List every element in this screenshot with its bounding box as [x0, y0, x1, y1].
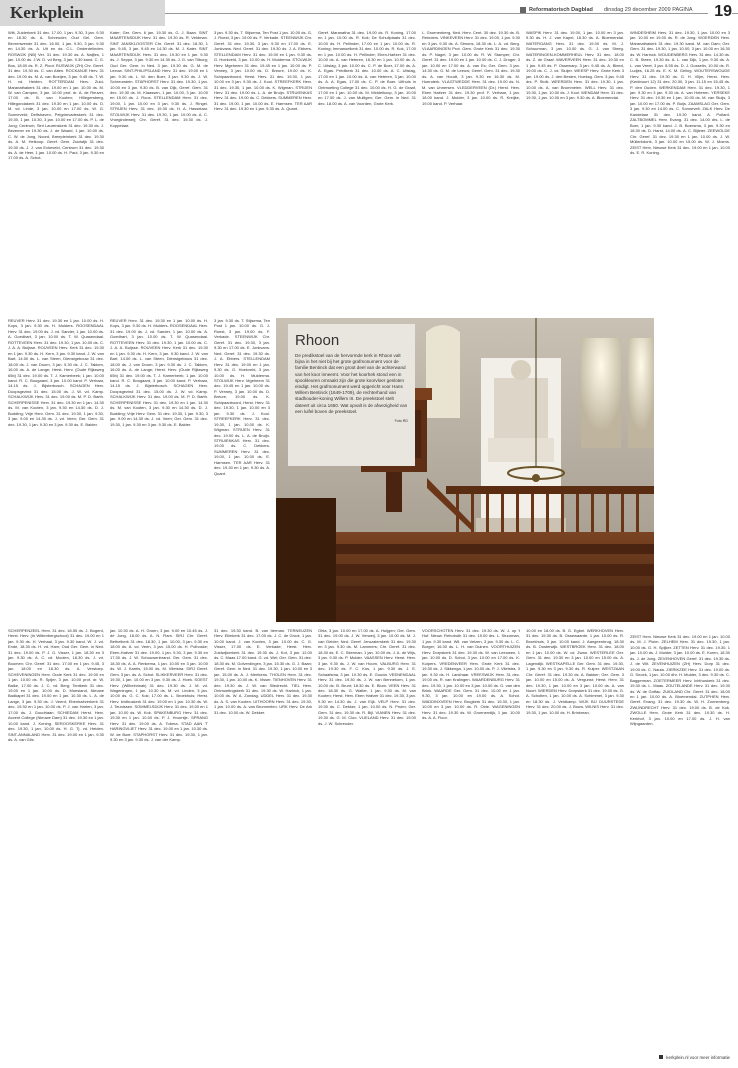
feature-title: Rhoon: [295, 332, 340, 349]
article-column-mid-left-2: REUVER Herv. 31 dec. 19.30 en 1 jan. 10.00 ds. H. Kops, 3 jan. 9.30 ds. H. Mulders. ROOSENDAAL Herv. 31 dec. 19.00 ds. J. vd. Sander, 1 jan. 10.00 ds. A. Goedhart, 3 jan. 10.00 ds. T. W. Quasendaal. ROTTEVEEN Herv. 31 dec. 19.30, 1 jan. 10.00 ds. C. J. A. A. Buijsse. ROUVEEN Herv. Kerk 31 dec. 19.30 en 1 jan. 9.30 ds. H. Kern, 3 jan. 9.30 kand. J. W. van Bart, 14.00 ds. L. van Steen, Dienstgebouw 31 dec. 18.00 ds. J. van Doorn, 3 jan. 9.30 ds. J. C. Takken, 16.00 ds. A. de Lange; Herst. Herv. (Oude Rijksweg 65b) 31 dec. 19.00 ds. T. J. Kamerbeek; 1 jan. 10.00 kand. R. C. Boogaard, 3 jan. 10.00 kand. P. Verhaar, 14.15 ds. J. Bijsterbosch. SCHAGEN Herv. Doopsgezind 31 dec. 15.00 ds. J. W. vd. Kamp. SCHALKWIJK Herv. 31 dec. 19.00 ds. M. P. D. Barth. SCHERPENISSE Herv. 31 dec. 19.30 en 1 jan. 14.30 ds. M. van Kooten, 3 jan. 9.30 en 14.30 ds. D. J. Budding; Vrije Herv. Gem. 31 dec. 19.30, 1 jan. 9.30, 3 jan. 9.00 en 14.30 ds. J. vd. Veen; Ger. Gem. 31 dec. 19.30, 1 jan. 9.30 en 3 jan. 9.30 ds. E. Balder.: [110, 318, 208, 427]
article-column-2: Kater; Ger. Gem. 6 jan. 19.30 ds. G. J. Baan. SINT MAARTENSDIJK Herv. 31 dec. 19.30 ds. R. Veldman. SINT JANSKLOOSTER Chr. Geref. 31 dec. 18.30, 1 jan. 9.45, 3 jan. 9.45 en 14.30 ds. M. J. Kater. SINT MAARTENSDIJK Herv. 31 dec. 19.30 en 1 jan. 9.30 ds. J. Seppe, 3 jan. 9.30 en 14.30 ds. J. G. van Tilburg; Oud Ger. Gem. in Ned. 3 jan. 19.30 ds. G. M. de Leeuw. SINT-PHILIPSLAND Herv. 31 dec. 19.00 en 1 jan. 9.30 ds. L. W. den Boer, 3 jan. 9.30 ds. J. W. Schreurstein. STAPHORST Herv. 31 dec. 19.30, 1 jan. 10.00 en 3 jan. 9.30 ds. B. van Dijk, Geref. Gem. 31 dec. 19.30 ds. M. Klaassen, 1 jan. 10.00, 3 jan. 10.00 en 15.00 ds. J. Roos. STELLENDAM Herv. 31 dec. 19.00, 1 jan. 10.00 en 3 jan. 9.30 ds. J. Ringel. STRIJEN Herv. 31 dec. 19.30 ds. H. A. Hasselaar. STOLWIJK Herv. 31 dec. 19.30, 1 jan. 10.00 ds. A. C. Vroegindeweij; Chr. Geref. 31 dec. 19.30 ds. J. Koppelaar.: [110, 30, 208, 128]
article-column-3: 3 jan. 9.30 ds. T. Stijsema, Ten Post 1 jan. 10.00 ds. G. J. Roest, 3 jan. 19.00 ds. F. Verkade. STEENWIJK Chr. Geref. 31 dec. 19.30, 3 jan. 9.30 en 17.00 ds. E. Jonkvans. Ned. Geref. 31 dec. 19.30 ds. J. A. Ebbers. STELLENDAM Herv. 31 dec. 19.00 en 1 jan. 9.30 ds. G. Hoekveld, 3 jan. 10.00 ds. H. Mulderma. STOLWIJK Herv. Mgeheem 31 dec. 19.45 en 1 jan. 10.00 ds. P. Verwey, 3 jan. 10.00 ds. D. Breure, 19.00 ds. K. Schipaanboord, Herst. Herv. 31 dec. 19.30, 1 jan. 10.00 en 3 jan. 9.30 ds. J. Kool. STREEFKERK Herv. 31 dec. 19.30, 1 jan. 10.00 ds. K. Wigman. STRIJEN Herv. 31 dec. 19.00 ds. L. A. de Bruijn. STRUIENKAS Herv. 31 dec. 19.00 ds. C. Dekkers. SUMMEREN Herv. 31 dec. 19.00, 1 jan. 10.00 ds. E. Harmsen. TER AAR Herv. 31 dec. 19.30 en 1 jan. 9.30 ds. A. Quant.: [214, 30, 312, 112]
issue-date: dinsdag 29 december 2009 PAGINA: [604, 7, 693, 13]
newspaper-logo-icon: [520, 7, 526, 13]
article-column-1: Wiit, Zuiderkerk 31 dec. 17.00, 1 jan. 9.30, 3 jan. 9.30 en 18.30 ds. A. Schreuder; Oud Gel. Gem. Bevrenwende 31 dec. 16.00, 1 jan. 9.30, 3 jan. 9.30 en 14.30 ds. A. Uit en ds. C.L. Onderdelinden. ROSWIJK (NB) Ver. 31 dec. 19.30 ds. A. Naijtes, 1 jan. 10.00 ds. J.W. D. vd Berg, 3 jan. 9.30 kand. C. G. Bos, 18.00 ds. R. Z. Ploot. RIJSWIJK (ZH) Chr. Geref. 31 dec. 19.30 ds. C. van Atten. ROCKANJE Herv. 31 dec. 19.00 ds. M. A. van Boeijen, 3 jan. 9.45 ds. T. W. H. vd. Heiden. ROTTERDAM Herv. Zuid-Maranathakerk 31 dec. 19.00 en 1 jan. 10.00 ds. M. W. van Campen, 3 jan. 10.00 prof. dr. A. de Reuver, 17.00 ds. B. van Kooten; Hillegersberg, Hillegondakerk 31 dec. 19.30 en 1 jan. 10.00 ds. D. M. vd. Linde, 3 jan. 10.00 en 17.00 ds. W. G. Sonneveld; Delfshaven, Pelgrimvadeskerk 31 dec. 19.30, 1 jan. 10.30, 3 jan. 10.00 en 17.00 ds. P. L. de Jong; Centrum, Sint Laurenskerk 31 dec. 19.30 ds. J. Bezemer en 19.30 ds. J. de Waard, 1 jan. 10.00 ds. C. W. de Jong, Noord, Breepleinkerk 31 dec. 19.30 ds. A. M. Heikoop. Geref. Gem. Zuidwijk 31 dec. 19.30 ds. J. J. van Eckeveld, Centrum 31 dec. 19.30 ds. A. de Heer, 1 jan. 10.00 ds. H. Paul, 3 jan. 9.30 en 17.00 ds. A. Schot.: [8, 30, 104, 161]
header-rule: [165, 13, 738, 14]
section-banner: [0, 0, 165, 26]
page-number: 19: [708, 3, 732, 23]
article-column-7: WINDESHEIM Herv. 31 dec. 19.30, 1 jan. 10.00 en 3 jan. 10.00 en 19.00 ds. R. de Jong. WOERDEN Herv. Maranathakerk 31 dec. 19.30 kand. M. van Dam; Ger. Gem. 31 dec. 19.30, 1 jan. 10.00, 3 jan. 10.00 en 16.30 ds. W. Harinck. WOUDENBERG Herv. 31 dec. 14.30 ds. C. B. Steen, 19.30 ds. A. L. van Dijk, 1 jan. 9.30 ds. A. L. van Vreet, 3 jan. 8.55 ds. D. J. Gosselin, 10.00 ds. R. Ludjes, 16.25 ds. E. K. M. Geling. WOUTERSWOUDE Herv. 31 dec. 19.30 ds. G. H. Vlijm, Herst. Herv. (Kerkbuurt 12) 31 dec. 20.30, 3 jan. 11.15 en 15.45 ds. P. den Ouden. WERKENDAM Herv. 31 dec. 19.30, 1 jan. 9.30 en 3 jan. 9.30 ds. A. van Heteren. YERSEKE Herv. 31 dec. 19.30 en 1 jan. 10.00 ds. M. van Sluijs, 3 jan. 10.00 en 17.00 ds. P. Buijs. ZAAMSLAG Ger. Gem. 3 jan. 9.30 en 14.00 ds. C. Sonnevelt. ZALK Herv. De Kandelaar 31 dec. 19.30 kand. A. Pollard. ZALTBOMMEL Herv. Evang. 31 dec. 14.00 drs. L. de Boer, 1 jan. 9.30 kand. J. B. Boersma, 3 jan. 9.30 en 18.30 ds. D. Harst, 14.00 ds. A. C. Bijleier. ZEEWOLDE Chr. Geref. 31 dec. 19.30 en 1 jan. 10.00 ds. J. W. Müllerkdonk, 3 jan. 10.00 en 15.00 ds. W. J. Moens. ZEIST Herv. Nieuwe Kerk 31 dec. 19.00 en 1 jan. 10.00 ds. E. R. Koning.: [630, 30, 730, 155]
article-column-4: Geref. Maranatha 31 dec. 19.00 ds. R. Koning, 17.00 en 1 jan. 10.00 ds. R. Kok; De Schuilplaats 31 dec. 10.00 ds. H. Pellinder, 17.00 en 1 jan. 10.00 ds. R. Koning; Immanuelkerk 31 dec. 10.00 ds. R. Kok, 17.00 en 1 jan. 10.00 ds. H. Pellinder; Eben-Haëzer 31 dec. 10.00 ds. A. van Heteren, 16.30 en 1 jan. 10.00 ds. A. C. Uitslag, 3 jan. 10.00 ds. C. P. de Boer, 17.00 ds. A. A. Egas. Prédikerk 31 dec. 10.00 ds. A. C. Uitslag, 17.00 en 1 jan. 10.00 ds. A. van Heteren, 3 jan. 10.00 ds. A. A. Egas, 17.00 ds. C. P. de Boer. Uithuis in Ontmoeting College 31 dec. 10.00 ds. H. G. de Graaf, 17.00 en 1 jan. 10.00 ds. M. Middelkoop, 3 jan. 10.00 en 17.00 ds. J. van Mulligen; Ger. Gem. in Ned. 31 dec. 18.00 ds. A. van Voorden, Grote Kerk.: [318, 30, 416, 106]
article-column-bottom-1: SCHERPENZEEL Herv. 31 dec. 18.55 ds. J. Bogerd, Herst. Herv. (In Wittenbergschool) 31 dec. 19.00 en 1 jan. 9.30 ds. H. Verhaal, 3 jan. 9.30 kand. W. J. vd. Ende, 18.30 ds. H. vd. Ham; Oud Ger. Gem. in Ned. 31 dec. 19.00 ds. P. J. G. Visser, 1 jan. 18.30 en 3 jan. 9.30 ds. A. C. vd. Moolen, 18.30 ds. J. vd. Boomen; Chr. Geref. 31 dec. 17.00 en 1 jan. 9.45, 3 jan. 18.00 en 18.30 ds. A. Verstoep. SCHEVENINGEN Herv. Oude Kerk 31 dec. 19.00 en 1 jan. 10.00 ds. R. Spijer, 3 jan. 10.00 prof. dr. W. Balke, 17.00 ds. J. C. vd. Berg; Tentkerk 31 dec. 19.00 en 1 jan. 10.00 ds. D. Moesland, Nieuwe Badkapel 31 dec. 19.00 en 1 jan. 10.30 ds. L. A. de Lange, 3 jan. 9.30 ds. J. Veerd; Ebenhaëzerkerk 31 dec. 19.30 en 1 jan. 10.00 ds. P. J. van Harten, 3 jan. 17.00 ds. J. Goudriaan. SCHIEDAM Herst. Herv. Accent College (Nieuwe Dam) 31 dec. 19.30 en 1 jan. 10.00 kand. J. Koning. SEROOSKERKE Herv. 31 dec. 19.30, 1 jan. 10.00 ds. H. G. Tj. vd. Heiden. SINT-ANNALAND Herv. 31 dec. 19.00 en 1 jan. 9.30 ds. A. van Gils.: [8, 628, 104, 743]
article-column-mid-left: REUVER Herv. 31 dec. 19.30 en 1 jan. 10.00 ds. H. Kops, 3 jan. 9.30 ds. H. Mulders. ROOSENDAAL Herv. 31 dec. 19.00 ds. J. vd. Sander, 1 jan. 10.00 ds. A. Goedhart, 3 jan. 10.00 ds. T. W. Quasendaal. ROTTEVEEN Herv. 31 dec. 19.30, 1 jan. 10.00 ds. C. J. A. A. Buijsse. ROUVEEN Herv. Kerk 31 dec. 19.30 en 1 jan. 9.30 ds. H. Kern, 3 jan. 9.30 kand. J. W. van Bart, 14.00 ds. L. van Steen, Dienstgebouw 31 dec. 18.00 ds. J. van Doorn, 3 jan. 9.30 ds. J. C. Takken, 16.00 ds. A. de Lange; Herst. Herv. (Oude Rijksweg 65b) 31 dec. 19.00 ds. T. J. Kamerbeek; 1 jan. 10.00 kand. R. C. Boogaard, 3 jan. 10.00 kand. P. Verhaar, 14.15 ds. J. Bijsterbosch. SCHAGEN Herv. Doopsgezind 31 dec. 15.00 ds. J. W. vd. Kamp. SCHALKWIJK Herv. 31 dec. 19.00 ds. M. P. D. Barth. SCHERPENISSE Herv. 31 dec. 19.30 en 1 jan. 14.30 ds. M. van Kooten, 3 jan. 9.30 en 14.30 ds. D. J. Budding; Vrije Herv. Gem. 31 dec. 19.30, 1 jan. 9.30, 3 jan. 9.00 en 14.30 ds. J. vd. Veen; Ger. Gem. 31 dec. 19.30, 1 jan. 9.30 en 3 jan. 9.30 ds. E. Balder.: [8, 318, 104, 427]
feature-caption-box: [288, 324, 415, 466]
footer-text: kerkplein.nl voor meer informatie: [666, 1055, 730, 1060]
article-column-mid-left-3: 3 jan. 9.30 ds. T. Stijsema, Ten Post 1 jan. 10.00 ds. G. J. Roest, 3 jan. 19.00 ds. F. Verkade. STEENWIJK Chr. Geref. 31 dec. 19.30, 3 jan. 9.30 en 17.00 ds. E. Jonkvans. Ned. Geref. 31 dec. 19.30 ds. J. A. Ebbers. STELLENDAM Herv. 31 dec. 19.00 en 1 jan. 9.30 ds. G. Hoekveld, 3 jan. 10.00 ds. H. Mulderma. STOLWIJK Herv. Mgeheem 31 dec. 19.45 en 1 jan. 10.00 ds. P. Verwey, 3 jan. 10.00 ds. D. Breure, 19.00 ds. K. Schipaanboord, Herst. Herv. 31 dec. 19.30, 1 jan. 10.00 en 3 jan. 9.30 ds. J. Kool. STREEFKERK Herv. 31 dec. 19.30, 1 jan. 10.00 ds. K. Wigman. STRIJEN Herv. 31 dec. 19.00 ds. L. A. de Bruijn. STRUIENKAS Herv. 31 dec. 19.00 ds. C. Dekkers. SUMMEREN Herv. 31 dec. 19.00, 1 jan. 10.00 ds. E. Harmsen. TER AAR Herv. 31 dec. 19.30 en 1 jan. 9.30 ds. A. Quant.: [214, 318, 270, 476]
article-column-bottom-3: 31 dec. 19.30 kand. B. van Iterman. TERNEUZEN Herv. Elimkerk 31 dec. 17.00 ds. J. C. de Groot, 1 jan. 10.00 kand. J. van Kooten, 3 jan. 10.00 ds. C. G. Visser, 17.00 ds. E. Verkade; Herst. Herv. Zuidwijkerkerk 31 dec. 19.30 ds. J. Kot, 3 jan. 12.00 ds. C. Maas 17.00 kand. G. vd. Wel; Ger. Gem. 31 dec. 18.30 ds. M. Golverdingen, 3 jan. 15.30 ds. G. J. Baan; Geref. Gem. in Ned. 31 dec. 19.30, 1 jan. 10.00 en 3 jan. 15.00 ds. A. J. Mertkens. THOLEN Herv. 31 dec. 19.30, 1 jan. 10.00 ds. K. Visser. TIENHOVEN Herv. 31 dec. 19.30 ds. J. W. van Sliedrecht. TIEL Herv. Ontmoetingskerk 31 dec. 19.30 ds. W. Harinck, 1 jan. 10.00 ds. W. A. Zondag. UDDEL Herv. 31 dec. 19.30 ds. A. S. van Kooten. UITHOORN Herv. 31 dec. 19.30, 1 jan. 10.00 ds. A. van Brummelen. URK Herv. De Ark 31 dec. 10.00 ds. W. Dekker.: [214, 628, 312, 715]
section-title: Kerkplein: [10, 3, 84, 22]
footer-link[interactable]: [659, 1055, 730, 1060]
feature-caption: De predikstoel van de hervormde kerk in Rhoon valt bijna in het niet bij het grote grafmonument voor de familie Bentinck dat een groot deel van de achterwand van het koor inneemt. Voor het koorhek stond een in spookleuren omraakt zijn die grote koorvloer gesloten eindigt. Het grafmonument werd opgericht voor Hans Willem Bentinck (1649-1709), de rechterhand van stadhouder-koning Willem III. De preekstoel stelt dateert uit circa 1650. Wat opvalt is de afwezigheid van een luifel boven de preekstoel.: [295, 353, 408, 414]
article-column-bottom-7: ZEIST Herv. Nieuwe Kerk 31 dec. 19.00 en 1 jan. 10.00 ds. M. J. Pluim. ZELHEM Herv. 31 dec. 19.30, 1 jan. 10.00 ds. G. H. Spijker. ZETTEN Herv. 31 dec. 19.30, 1 jan. 10.00 ds. J. Mulder, 3 jan. 10.00 ds. E. Koren, 18.30 ds. J. de Jong. ZEVENHOVEN Geref. 31 dec. 19.30 ds. J. de Wit. ZEVENHUIZEN (ZH) Herv. Dorp 31 dec. 19.00 ds. C. Nauta. ZIERIKZEE Herv. 31 dec. 19.00 ds. G. Snoek, 1 jan. 10.00 dhr. H. Mulder, 3 dec. 9.30 ds. C. Baggerman. ZOETERMEER Herv. Ichthuskerk 31 dec. 19.30 ds. L. Maas. ZOUTELANDE Herv. 31 dec. 19.30 ds. W. de Goffau. ZUIDLAND Chr. Geref. 31 dec. 18.00 en 1 jan. 10.00 ds. A. Bloemendal. ZUTPHEN Herv. Geref. Evang. 31 dec. 19.30 ds. W. H. Zonnenberg. ZWIJNDRECHT Herv. 31 dec. 19.00 ds. B. de Kok. ZWOLLE Herv. Grote Kerk 31 dec. 19.30 ds. H. Kerkhof, 3 jan. 10.00 en 17.00 ds. J. H. van Wijngaarden.: [630, 634, 730, 727]
article-column-6: WASPIK Herv. 31 dec. 19.00, 1 jan. 10.00 en 3 jan. 9.30 ds. H. J. van Kapel, 18.30 ds. A. Bloemendal. WATERGANG Herv. 31 dec. 19.00 ds. M. J. Schuurman, 3 jan. 10.00 ds. G. J. van Steeg. WATERINGEN-KOMMERHEUL Herv. 31 dec. 18.00 ds. Z. de Graaf. WAVERVEEN Herv. 31 dec. 19.30 en 1 jan. 9.45 ds. P. Ossewarp, 3 jan. 9.45 ds. A. Bleed, 19.00 ds. C. J. vd. Sluijer. WEESP Herv. Grote Kerk 3 jan. 19.00 ds. J. den Besten, Hoeksg. Gem. 3 jan. 9.45 drs. P. Stolk. WEERDEN Herv. 31 dec. 19.30, 1 jan. 10.00 ds. A. van Brummelen. WELL Herv. 31 dec. 19.30, 1 jan. 10.00 ds. J. Kool. WENDAM Herv. 31 dec. 19.30, 1 jan. 10.00 en 3 jan. 9.30 ds. A. Bloemendal.: [526, 30, 624, 101]
article-column-bottom-5: VOORSCHOTEN Herv. 31 dec. 19.30 ds. W. J. op 't Hof. Nieuw. Rehoboth 31 dec. 19.00 drs. L. Stuurman, 1 jan. 9.30 kand. Wil. van Velzen, 3 jan. 9.30 ds. L. C. Burger; 16.30 ds. L. H. van Duinen. VOORTHUIZEN Herv. Dorpskerk 31 dec. 19.30 ds. W. van Leeuwen, 1 jan. 10.00 ds. D. Schot, 3 jan. 10.00 en 17.00 ds. K. Kuipers. VREDENVEER Herv. Grote Kerk 31 dec. 19.30 ds. J. Sikkenga, 1 jan. 10.00 ds. P. J. Vlietstra, 3 jan. 9.30 ds. H. Lankhaar. VREESWIJK Herv. 31 dec. 19.00 ds. R. van Kralingen. WAARDENBURG Herv. 31 dec. 19.30, 1 jan. 10.00 en 3 jan. 10.00 ds. G. van den Brink. WAARDE Ger. Gem. 31 dec. 10.00 en 1 jan. 9.30, 3 jan. 10.00 en 19.00 ds. A. Schot. WADDINXVEEN Herv. Brugkerk 31 dec. 19.30, 1 jan. 10.00 en 3 jan. 10.00 ds. R. Olde. WAGENINGEN Herv. 31 dec. 19.30 ds. W. Groenendijk, 1 jan. 10.00 ds. A. A. Floor.: [422, 628, 520, 721]
article-column-5: L. Groenenberg, Ned. Herv. Cent. 30 dec. 19.30 ds. B. Reinders. VINKEVEEN Herv. 31 dec. 19.00, 1 jan. 9.30 en 3 jan. 9.30 ds. A. Simons, 18.30 ds. L. A. vd. Berg. VLAARDINGEN Prot. Gem. Grote Kerk 31 dec. 19.30 ds. P. Nagel, 3 jan. 10.00 ds. R. W. Stamper; Chr. Geref. 31 dec. 19.00 en 1 jan. 10.00 ds. C. J. Droger, 3 jan. 10.00 en 17.00 ds. A. van Es; Ger. Gem. 3 jan. 14.30 ds. G. M. de Leeuw; Geref. Gem. 31 dec. 19.30 ds. A. van Houdt, 3 jan. 9.30 en 16.30 ds. M. Hoenderk. VLAGTWEDDE Herv. 31 dec. 19.00 ds. N. M. van Unnersen. VLEDDERVEEN (Dr.) Herst. Herv. Eben Haëzer 31 dec. 19.30 prof. F. Verhaar, 1 jan. 18.00 kand. J. Mulder, 3 jan. 10.00 ds. R. Kreijke, 19.00 kand. P. Verhaar.: [422, 30, 520, 106]
article-column-bottom-2: jan. 10.30 ds. A. H. Groen, 3 jan. 9.00 en 10.45 ds. J. de Jong, 18.00 ds. A. N. Flam. SIRJ Chr. Geref. Bethelkerk 31 dec. 18.30, 1 jan. 10.00, 3 jan. 9.30 en 18.00 ds. A. vd. Veen, 3 jan. 15.00 ds. H. Polhoske; Eben-Haëzer 31 dec. 19.00, 1 jan. 9.30, 3 jan. 9.30 en 17.30 ds. J. W. Schouwenbrand. Ger. Gem. 31 dec. 18.30 ds. A. A. Renkema, 1 jan. 10.00 en 3 jan. 10.00 ds. W. J. Karels, 15.00 ds. M. Vlietstra. SIRJ Geref. Gem. 3 jan. ds. A. Schot. SLIKKERVEER Herv. 31 dec. 19.30, 1 jan. 10.00 en 3 jan. 9.30 ds. J. Hoek. SOEST Herv. (Wilhelminak) 31 dec. 19.30 ds. J. M. vd. Wageningen, 1 jan. 10.30 ds. M. vd. Linden, 3 jan. 10.00 ds. G. C. Kok; 17.00 ds. L. Broekhuis; Herst. Herv. Ichthuskerk 31 dec. 19.00 en 1 jan. 10.30 ds. W. J. Teunissen. SOMMELSDIJK Herv. 31 dec. 19.00 en 1 jan. 10.00 ds. W. Kok. SPAKENBURG Herv. 31 dec. 19.30 en 1 jan. 10.00 ds. P. J. Hoorntje. SPRANG Herv. 31 dec. 19.00 ds. A. Tobma. STAD AAN 'T HARINGVLIET Herv. 31 dec. 19.00 en 1 jan. 10.30 ds. W. de Boer. STAPHORST Herv. 31 dec. 19.30, 1 jan. 9.30 en 3 jan. 9.30 ds. J. van der Kamp.: [110, 628, 208, 743]
newspaper-name: [520, 7, 593, 13]
article-column-bottom-4: Ohla, 3 jan. 10.00 en 17.00 ds. A. Huijgen; Ger. Gem. 31 dec. 19.00 ds. J. W. Verweij, 3 jan. 10.00 ds. M. J. van Gelder; Ned. Geref. Jeruzalemkerk 31 dec. 19.30 en 3 jan. 9.30 ds. M. Lammers; Chr. Geref. 31 dec. 18.30 ds. E. C. Stierman, 1 jan. 10.00 ds. J. A. de Wijs, 3 jan. 9.30 ds. P. Mulder. VAASSEN Herv. Herst. Herv. 3 jan. 9.30 ds. J. W. van Hoorn. VALBURG Herv. 31 dec. 19.30 ds. F. C. Kos, 1 jan. 9.30 ds. J. E. Schaafsma, 3 jan. 10.30 ds. E. Gouda. VEENENDAAL Herv. 31 dec. 19.30 ds. J. W. van Bennekom, 1 jan. 10.00 ds. B. Brunt; 18.30 ds. E. Blum. VEEN Herv. 31 dec. 18.30 ds. G. Walter, 1 jan. 9.30 ds. M. van Kooten; Herst. Herv. Eben Haëzer 31 dec. 19.30, 3 jan. 9.30 en 14.30 ds. J. van Eijk. VELP Herv. 31 dec. 19.30 ds. C. Dekker, 1 jan. 10.00 ds. N. Pruim; Ger. Gem. 31 dec. 19.30 ds. R. Bijl. VIANEN Herv. 31 dec. 19.30 ds. G. M. Cloo. VLIELAND Herv. 31 dec. 19.00 ds. J. W. Schreuder.: [318, 628, 416, 726]
square-bullet-icon: [659, 1055, 663, 1059]
page-header: [0, 0, 738, 26]
photo-credit: Foto RD: [394, 419, 408, 424]
newspaper-title: Reformatorisch Dagblad: [529, 7, 593, 13]
article-column-bottom-6: 10.00 en 18.00 ds. B. G. Egbel. WERKHOVEN Herv. 31 dec. 19.30 ds. B. Ossewaarde, 1 jan. 10.00 ds. R. Broekhuis, 3 jan. 10.00 kand. J. Aangeenbrug, 18.30 ds. B. Oosterwijk. WESTBROEK Herv. 31 dec. 18.00 en 1 jan. 10.00 ds. W. vd. Zwan. WESTERLEE Ger. Gem. 31 dec. 19.30 en 3 jan. 10.00 en 15.00 ds. A. Lagendijk. WESTKAPELLE Ger. Gem. 31 dec. 19.30, 1 jan. 9.30 en 3 jan. 9.30 ds. R. Kuiper. WESTZAAN Chr. Geref. 31 dec. 19.30 ds. A. Bakker; Ger. Gem. 3 jan. 10.00 en 15.00 ds. A. Vergunst; Herst. Herv. 31 dec. 19.30, 1 jan. 10.00 en 3 jan. 10.00 ds. A. van Noort. WIERDEN Herv. Dorpskerk 31 dec. 19.00 ds. G. A. Scholten, 1 jan. 10.00 ds. A. Schimmel, 3 jan. 9.30 en 18.30 ds. J. Veldkamp. WIJK BIJ DUURSTEDE Herv. 31 dec. 20.00 ds. J. Bouw. WILNIS Herv. 31 dec. 19.30, 1 jan. 10.00 ds. H. Brinkman.: [526, 628, 624, 715]
